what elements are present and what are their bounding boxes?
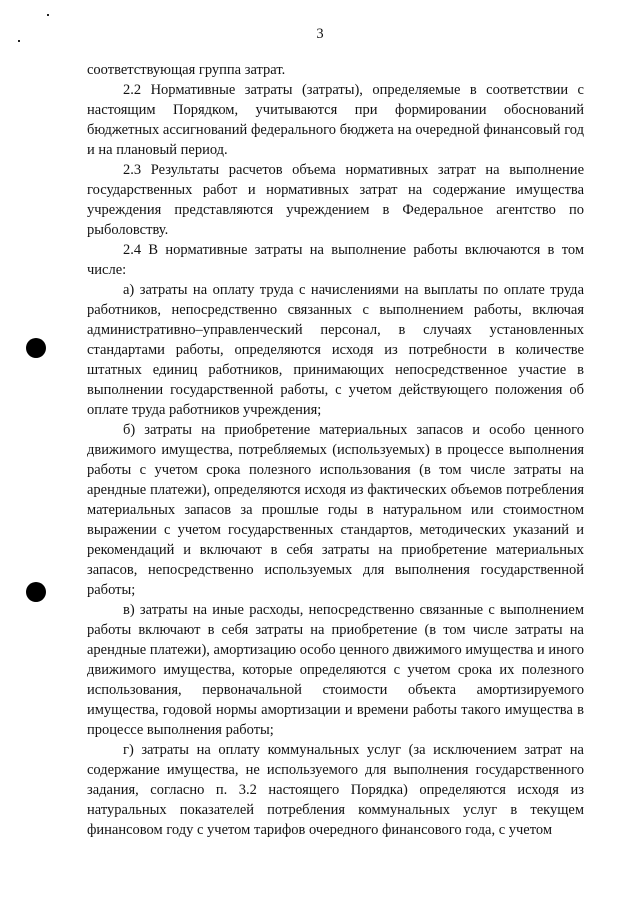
binding-hole [26, 582, 46, 602]
paragraph: б) затраты на приобретение материальных запасов и особо ценного движимого имущества, потребляемых (используемых) в процессе выполнения работы с учетом срока полезного использования (в том числе затраты на арендные платежи), определяются исходя из фактических объемов потребления материальных запасов за прошлые годы в натуральном или стоимостном выражении с учетом государственных стандартов, методических указаний и рекомендаций и включают в себя затраты на приобретение материальных запасов, непосредственно используемых для выполнения государственной работы; [87, 422, 584, 598]
paragraph: а) затраты на оплату труда с начислениями на выплаты по оплате труда работников, непосредственно связанных с выполнением работы, включая административно–управленческий персонал, в случаях установленных стандартами работы, определяются исходя из потребности в количестве штатных единиц работников, принимающих непосредственное участие в выполнении государственной работы, с учетом действующего положения об оплате труда работников учреждения; [87, 282, 584, 418]
scan-mark [47, 14, 49, 16]
paragraph: 2.2 Нормативные затраты (затраты), определяемые в соответствии с настоящим Порядком, учитываются при формировании обоснований бюджетных ассигнований федерального бюджета на очередной финансовый год и на плановый период. [87, 82, 584, 158]
binding-hole [26, 338, 46, 358]
page-number: 3 [316, 26, 324, 42]
paragraph: соответствующая группа затрат. [87, 62, 286, 78]
paragraph: г) затраты на оплату коммунальных услуг (за исключением затрат на содержание имущества, не используемого для выполнения государственного задания, согласно п. 3.2 настоящего Порядка) определяются исходя из натуральных показателей потребления коммунальных услуг в текущем финансовом году с учетом тарифов очередного финансового года, с учетом [87, 742, 584, 838]
paragraph: 2.4 В нормативные затраты на выполнение работы включаются в том числе: [87, 242, 584, 278]
paragraph: в) затраты на иные расходы, непосредственно связанные с выполнением работы включают в себя затраты на приобретение (в том числе затраты на арендные платежи), амортизацию особо ценного движимого имущества и иного движимого имущества, которые определяются с учетом срока их полезного использования, первоначальной стоимости объекта амортизируемого имущества, годовой нормы амортизации и времени работы такого имущества в процессе выполнения работы; [87, 602, 584, 738]
paragraph: 2.3 Результаты расчетов объема нормативных затрат на выполнение государственных работ и нормативных затрат на содержание имущества учреждения представляются учреждением в Федеральное агентство по рыболовству. [87, 162, 584, 238]
document-body [87, 60, 584, 840]
